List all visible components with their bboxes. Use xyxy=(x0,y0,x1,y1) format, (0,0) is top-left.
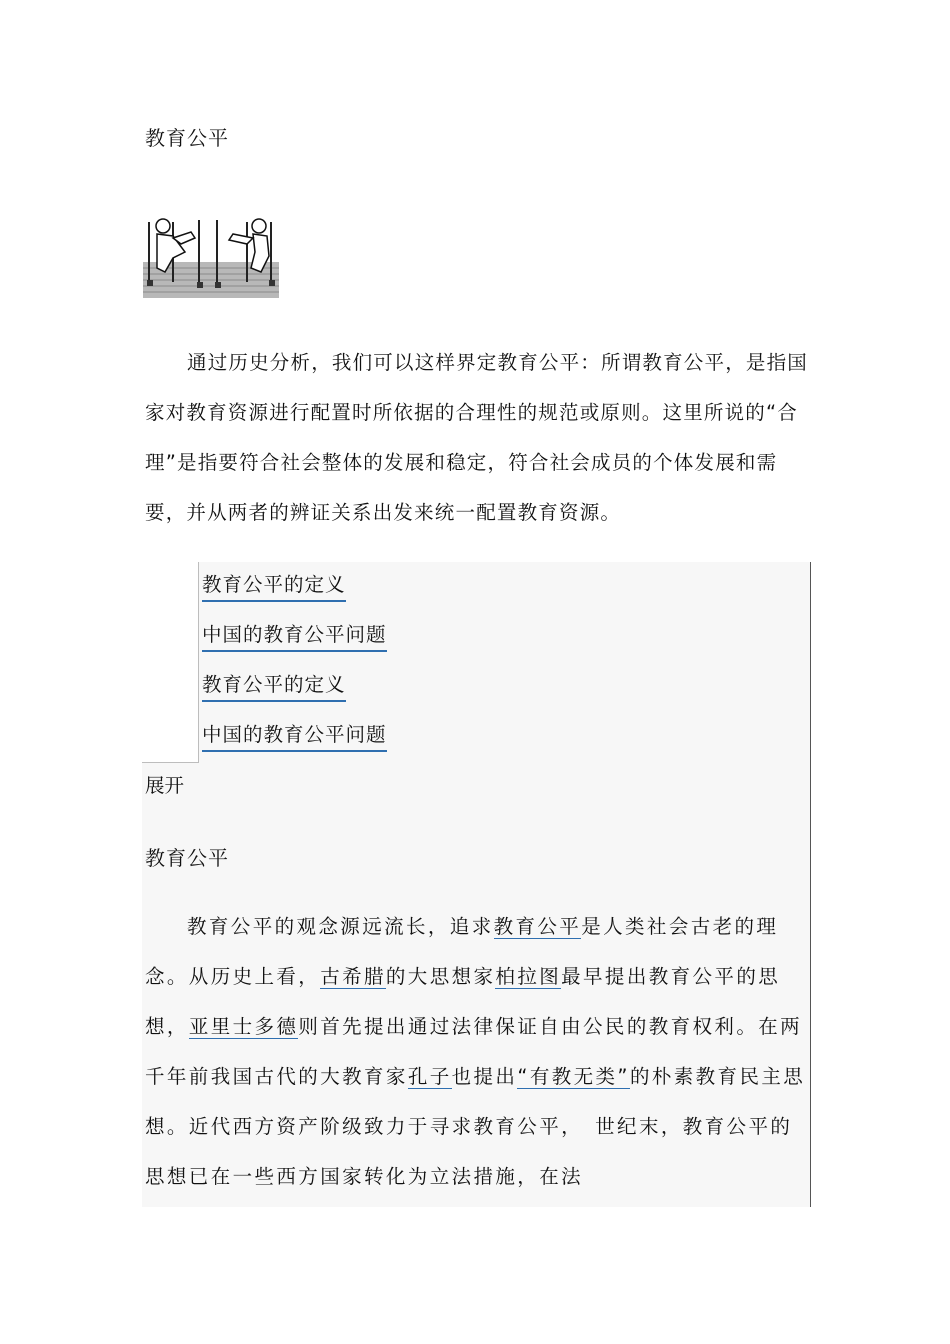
body-text: 的大思想家 xyxy=(385,965,496,988)
document-title: 教育公平 xyxy=(145,126,229,150)
body-text: 最早提出教育公平的思想， xyxy=(145,965,781,1038)
toc-link[interactable]: 中国的教育公平问题 xyxy=(202,723,387,752)
body-text: 的朴素教育民主思想。近代西方资产阶级致力于寻求教育公平， 世纪末，教育公平的思想已在一些西方国家转化为立法措施，在法 xyxy=(145,1065,806,1188)
link-youjiaowulei[interactable]: “有教无类” xyxy=(517,1065,630,1088)
toc-item xyxy=(202,719,387,747)
cartoon-illustration xyxy=(143,212,279,298)
link-plato[interactable]: 柏拉图 xyxy=(495,965,562,988)
body-text: 教育公平的观念源远流长，追求 xyxy=(187,915,494,938)
body-text: 也提出 xyxy=(451,1065,518,1088)
link-confucius[interactable]: 孔子 xyxy=(407,1065,452,1088)
expand-button[interactable]: 展开 xyxy=(145,774,185,797)
link-aristotle[interactable]: 亚里士多德 xyxy=(188,1015,299,1038)
body-paragraph xyxy=(145,902,810,1202)
link-ancient-greece[interactable]: 古希腊 xyxy=(320,965,386,988)
toc-item xyxy=(202,619,387,647)
toc-item xyxy=(202,669,346,697)
link-education-equity[interactable]: 教育公平 xyxy=(493,915,582,938)
toc-link[interactable]: 教育公平的定义 xyxy=(202,573,346,602)
body-text: 是人类社会古老的理念。从历史上看， xyxy=(145,915,779,988)
toc-gutter xyxy=(142,562,199,763)
toc-link[interactable]: 教育公平的定义 xyxy=(202,673,346,702)
body-text: 则首先提出通过法律保证自由公民的教育权利。在两千年前我国古代的大教育家 xyxy=(145,1015,803,1088)
section-title: 教育公平 xyxy=(145,846,229,870)
intro-paragraph: 通过历史分析，我们可以这样界定教育公平：所谓教育公平，是指国家对教育资源进行配置时所依据的合理性的规范或原则。这里所说的“合理”是指要符合社会整体的发展和稳定，符合社会成员的个体发展和需要，并从两者的辨证关系出发来统一配置教育资源。 xyxy=(145,351,809,524)
toc-item xyxy=(202,569,346,597)
toc-link[interactable]: 中国的教育公平问题 xyxy=(202,623,387,652)
